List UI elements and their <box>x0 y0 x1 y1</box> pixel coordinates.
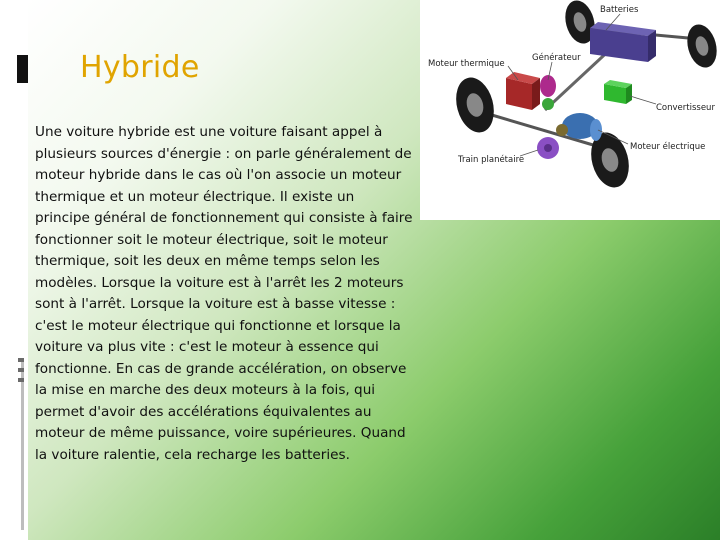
label-moteur-thermique: Moteur thermique <box>428 59 505 69</box>
label-convertisseur: Convertisseur <box>656 103 715 113</box>
label-moteur-electrique: Moteur électrique <box>630 142 706 152</box>
slide-body-text: Une voiture hybride est une voiture faisant appel à plusieurs sources d'énergie : on parle généralement de moteur hybride dans le cas où l'on associe un moteur thermique et un moteur électrique. Il existe un principe général de fonctionnement qui consiste à faire fonctionner soit le moteur électrique, soit le moteur thermique, soit les deux en même temps selon les modèles. Lorsque la voiture est à l'arrêt les 2 moteurs sont à l'arrêt. Lorsque la voiture est à basse vitesse : c'est le moteur électrique qui fonctionne et lorsque la voiture va plus vite : c'est le moteur à essence qui fonctionne. En cas de grande accélération, on observe la mise en marche des deux moteurs à la fois, qui permet d'avoir des accélérations équivalentes au moteur de même puissance, voire supérieures. Quand la voiture ralentie, cela recharge les batteries. <box>35 124 413 463</box>
diagram-svg <box>420 0 720 220</box>
decorative-dash <box>18 368 24 372</box>
decorative-dash <box>18 358 24 362</box>
slide-title: Hybride <box>80 50 200 85</box>
hybrid-drivetrain-diagram <box>420 0 720 220</box>
decorative-dash <box>18 378 24 382</box>
label-generateur: Générateur <box>532 53 581 63</box>
label-train-planetaire: Train planétaire <box>458 155 525 165</box>
label-batteries: Batteries <box>600 5 639 15</box>
left-rail <box>0 0 28 540</box>
decorative-bar <box>17 55 28 83</box>
decorative-line <box>21 360 24 530</box>
